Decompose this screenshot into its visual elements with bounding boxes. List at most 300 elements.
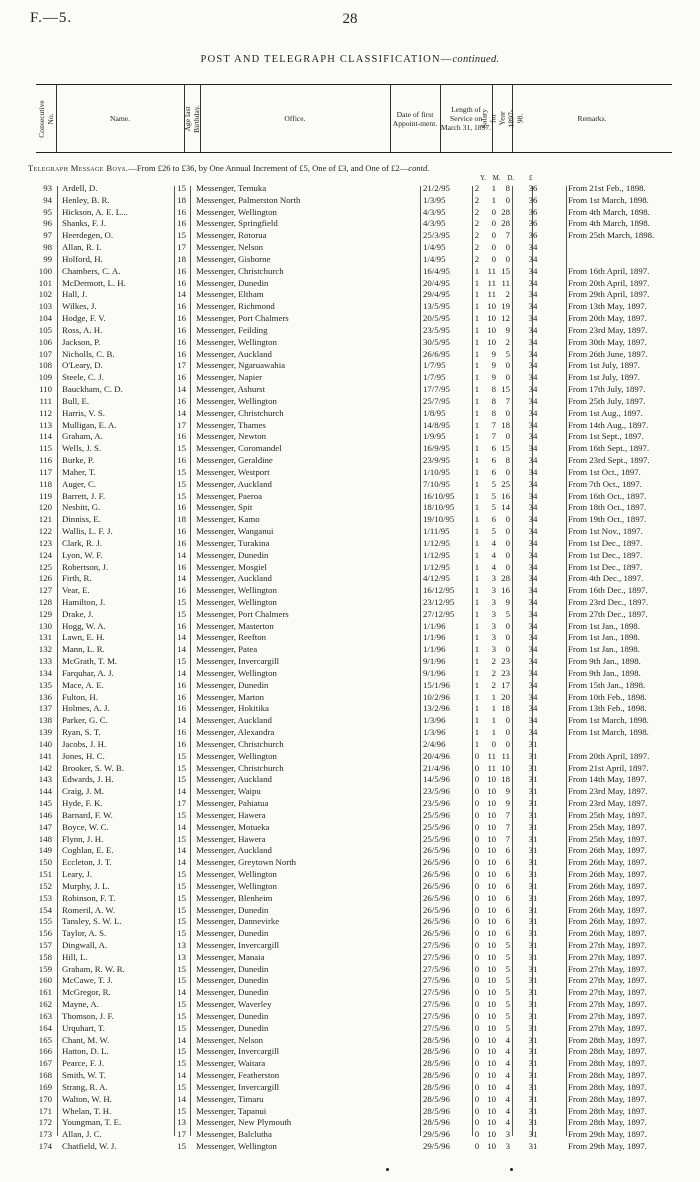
cell-days: 5 [505, 608, 510, 619]
cell-name: Brooker, S. W. B. [62, 762, 124, 773]
cell-salary: 34 [528, 514, 538, 525]
cell-no: 100 [38, 265, 52, 276]
cell-years: 0 [474, 809, 480, 820]
cell-age: 14 [177, 1070, 186, 1081]
cell-days: 18 [501, 774, 510, 785]
cell-remarks: From 20th May, 1897. [568, 313, 647, 324]
cell-date: 28/5/96 [423, 1058, 450, 1069]
cell-no: 140 [38, 738, 52, 749]
cell-remarks: From 13th May, 1897. [568, 301, 647, 312]
table-row [28, 715, 678, 727]
cell-age: 16 [177, 620, 186, 631]
cell-date: 28/5/96 [423, 1117, 450, 1128]
table-row [28, 585, 678, 597]
cell-no: 152 [38, 880, 52, 891]
table-row [28, 905, 678, 917]
cell-days: 18 [501, 419, 510, 430]
cell-no: 149 [38, 845, 52, 856]
cell-months: 1 [491, 183, 496, 193]
cell-office: Messenger, Dannevirke [196, 916, 280, 927]
cell-date: 23/5/96 [423, 786, 450, 797]
cell-office: Messenger, Dunedin [196, 1010, 269, 1021]
cell-salary: 34 [528, 537, 538, 548]
cell-salary: 34 [528, 691, 538, 702]
cell-no: 165 [38, 1034, 52, 1045]
cell-office: Messenger, Invercargill [196, 1046, 280, 1057]
cell-days: 5 [505, 951, 510, 962]
cell-no: 141 [38, 750, 52, 761]
cell-office: Messenger, Ngaruawahia [196, 360, 286, 371]
cell-name: Hamilton, J. [62, 596, 106, 607]
table-row [28, 1106, 678, 1118]
cell-no: 170 [38, 1093, 52, 1104]
table-row [28, 254, 678, 266]
cell-remarks: From 26th May, 1897. [568, 845, 647, 856]
table-row [28, 1046, 678, 1058]
cell-salary: 34 [528, 502, 538, 513]
cell-no: 119 [39, 490, 52, 501]
cell-date: 30/5/95 [423, 336, 450, 347]
cell-days: 5 [505, 999, 510, 1010]
cell-age: 14 [177, 573, 186, 584]
cell-months: 3 [491, 620, 496, 631]
cell-age: 15 [177, 1081, 186, 1092]
cell-salary: 31 [528, 1117, 538, 1128]
header-remarks: Remarks. [577, 114, 607, 123]
cell-name: Auger, C. [62, 478, 97, 489]
cell-days: 2 [505, 289, 510, 300]
table-row [28, 325, 678, 337]
cell-months: 4 [491, 549, 496, 560]
cell-name: Vear, E. [62, 585, 90, 596]
cell-age: 14 [177, 667, 186, 678]
cell-name: Nicholls, C. B. [62, 348, 115, 359]
cell-age: 15 [177, 1141, 186, 1152]
cell-salary: 34 [528, 265, 538, 276]
cell-remarks: From 4th March, 1898. [568, 218, 650, 229]
cell-no: 142 [38, 762, 52, 773]
cell-date: 20/4/95 [423, 277, 450, 288]
cell-remarks: From 28th May, 1897. [568, 1105, 647, 1116]
cell-age: 15 [177, 1105, 186, 1116]
cell-date: 25/7/95 [423, 395, 450, 406]
cell-remarks: From 1st March, 1898. [568, 194, 649, 205]
cell-months: 3 [491, 573, 496, 584]
table-row [28, 301, 678, 313]
cell-name: Chant, M. W. [62, 1034, 110, 1045]
table-row [28, 278, 678, 290]
cell-months: 10 [487, 904, 496, 915]
cell-months: 10 [487, 809, 496, 820]
cell-name: Graham, R. W. R. [62, 963, 125, 974]
cell-salary: 34 [528, 490, 538, 501]
cell-age: 16 [177, 526, 186, 537]
cell-days: 8 [505, 183, 510, 193]
table-row [28, 408, 678, 420]
cell-office: Messenger, Temuka [196, 183, 267, 193]
cell-date: 9/1/96 [423, 667, 446, 678]
cell-no: 94 [43, 194, 52, 205]
cell-office: Messenger, Coromandel [196, 443, 282, 454]
cell-remarks: From 1st Aug., 1897. [568, 407, 643, 418]
cell-age: 15 [177, 1058, 186, 1069]
cell-salary: 34 [528, 253, 538, 264]
cell-name: Clark, R. J. [62, 537, 102, 548]
cell-name: McCawe, T. J. [62, 975, 113, 986]
cell-no: 148 [38, 833, 52, 844]
cell-no: 164 [38, 1022, 52, 1033]
cell-days: 6 [505, 880, 510, 891]
cell-months: 10 [487, 774, 496, 785]
cell-months: 10 [487, 1105, 496, 1116]
cell-no: 122 [38, 526, 52, 537]
cell-years: 2 [474, 230, 480, 241]
cell-name: Lyon, W. F. [62, 549, 103, 560]
cell-days: 4 [505, 1034, 510, 1045]
cell-age: 15 [177, 774, 186, 785]
cell-date: 1/3/95 [423, 194, 446, 205]
cell-office: Messenger, Springfield [196, 218, 278, 229]
cell-salary: 31 [528, 1022, 538, 1033]
cell-remarks: From 1st July, 1897. [568, 360, 641, 371]
cell-date: 21/2/95 [423, 183, 450, 193]
cell-name: Edwards, J. H. [62, 774, 114, 785]
cell-date: 17/7/95 [423, 384, 450, 395]
table-row [28, 562, 678, 574]
cell-age: 14 [177, 987, 186, 998]
cell-date: 16/9/95 [423, 443, 450, 454]
cell-no: 108 [38, 360, 52, 371]
cell-age: 13 [177, 951, 186, 962]
cell-years: 0 [474, 798, 480, 809]
cell-no: 145 [38, 798, 52, 809]
cell-no: 133 [38, 656, 52, 667]
cell-name: Mann, L. R. [62, 644, 105, 655]
cell-salary: 36 [528, 194, 538, 205]
cell-salary: 31 [528, 1141, 538, 1152]
cell-no: 104 [38, 313, 52, 324]
cell-name: Pearce, F. J. [62, 1058, 105, 1069]
table-row [28, 975, 678, 987]
cell-age: 16 [177, 431, 186, 442]
cell-salary: 31 [528, 1034, 538, 1045]
cell-salary: 31 [528, 786, 538, 797]
cell-years: 0 [474, 786, 480, 797]
cell-salary: 36 [528, 206, 538, 217]
cell-no: 162 [38, 999, 52, 1010]
cell-remarks: From 25th May, 1897. [568, 809, 647, 820]
cell-name: Tansley, S. W. L. [62, 916, 122, 927]
cell-years: 1 [474, 561, 480, 572]
cell-remarks: From 27th May, 1897. [568, 1022, 647, 1033]
cell-salary: 34 [528, 703, 538, 714]
cell-months: 10 [487, 324, 496, 335]
cell-office: Messenger, Thames [196, 419, 266, 430]
cell-salary: 31 [528, 951, 538, 962]
cell-salary: 36 [528, 183, 538, 193]
table-row [28, 692, 678, 704]
cell-date: 28/5/96 [423, 1081, 450, 1092]
cell-office: Messenger, Kamo [196, 514, 260, 525]
cell-date: 29/5/96 [423, 1141, 450, 1152]
cell-age: 16 [177, 372, 186, 383]
cell-date: 19/10/95 [423, 514, 455, 525]
cell-salary: 34 [528, 596, 538, 607]
cell-days: 7 [505, 395, 510, 406]
cell-days: 6 [505, 869, 510, 880]
cell-years: 1 [474, 372, 480, 383]
cell-no: 150 [38, 857, 52, 868]
cell-days: 20 [501, 691, 510, 702]
cell-months: 6 [491, 443, 496, 454]
cell-salary: 34 [528, 419, 538, 430]
table-row [28, 1129, 678, 1141]
table-row [28, 703, 678, 715]
cell-no: 128 [38, 596, 52, 607]
cell-office: Messenger, Hawera [196, 833, 266, 844]
cell-remarks: From 25th March, 1898. [568, 230, 655, 241]
cell-age: 16 [177, 738, 186, 749]
cell-remarks: From 1st Dec., 1897. [568, 537, 643, 548]
cell-office: Messenger, Palmerston North [196, 194, 301, 205]
table-row [28, 1141, 678, 1153]
table-row [28, 810, 678, 822]
cell-office: Messenger, Wellington [196, 880, 277, 891]
table-row [28, 266, 678, 278]
cell-months: 10 [487, 916, 496, 927]
cell-age: 17 [177, 242, 186, 253]
cell-months: 0 [491, 230, 496, 241]
cell-salary: 34 [528, 277, 538, 288]
cell-office: Messenger, Pahiatua [196, 798, 269, 809]
cell-name: Allan, J. C. [62, 1129, 102, 1140]
cell-salary: 34 [528, 561, 538, 572]
cell-months: 10 [487, 1129, 496, 1140]
cell-age: 18 [177, 194, 186, 205]
cell-months: 5 [491, 490, 496, 501]
cell-years: 0 [474, 940, 480, 950]
cell-date: 28/5/96 [423, 1093, 450, 1104]
cell-name: Jones, H. C. [62, 750, 105, 761]
cell-no: 126 [38, 573, 52, 584]
table-row [28, 798, 678, 810]
cell-office: Messenger, Dunedin [196, 1022, 269, 1033]
cell-date: 23/12/95 [423, 596, 455, 607]
cell-office: Messenger, Manaia [196, 951, 265, 962]
cell-remarks: From 26th May, 1897. [568, 928, 647, 939]
cell-age: 16 [177, 537, 186, 548]
cell-days: 5 [505, 348, 510, 359]
cell-days: 11 [501, 277, 510, 288]
cell-office: Messenger, Balclutha [196, 1129, 272, 1140]
document-title [0, 54, 700, 65]
cell-days: 0 [505, 194, 510, 205]
cell-date: 1/11/95 [423, 526, 450, 537]
cell-name: Chatfield, W. J. [62, 1141, 117, 1152]
cell-years: 0 [474, 904, 480, 915]
cell-days: 7 [505, 230, 510, 241]
cell-date: 4/3/95 [423, 218, 446, 229]
cell-no: 160 [38, 975, 52, 986]
cell-years: 1 [474, 727, 480, 738]
cell-years: 0 [474, 869, 480, 880]
cell-no: 98 [43, 242, 52, 253]
cell-date: 16/12/95 [423, 585, 455, 596]
cell-days: 17 [501, 679, 510, 690]
cell-no: 99 [43, 253, 52, 264]
cell-no: 127 [38, 585, 52, 596]
cell-remarks: From 1st March, 1898. [568, 727, 649, 738]
cell-age: 15 [177, 608, 186, 619]
cell-months: 1 [491, 727, 496, 738]
table-row [28, 621, 678, 633]
cell-years: 0 [474, 845, 480, 856]
cell-months: 10 [487, 1058, 496, 1069]
cell-years: 0 [474, 750, 480, 761]
cell-no: 96 [43, 218, 52, 229]
cell-no: 169 [38, 1081, 52, 1092]
cell-months: 2 [491, 656, 496, 667]
cell-age: 15 [177, 869, 186, 880]
section-heading [28, 163, 676, 173]
cell-no: 123 [38, 537, 52, 548]
cell-age: 15 [177, 750, 186, 761]
cell-office: Messenger, Westport [196, 466, 270, 477]
cell-office: Messenger, Spit [196, 502, 253, 513]
cell-remarks: From 28th May, 1897. [568, 1046, 647, 1057]
cell-salary: 34 [528, 466, 538, 477]
cell-remarks: From 1st Dec., 1897. [568, 561, 643, 572]
cell-years: 0 [474, 1129, 480, 1140]
table-row [28, 1011, 678, 1023]
cell-days: 0 [505, 537, 510, 548]
cell-salary: 34 [528, 324, 538, 335]
cell-office: Messenger, Napier [196, 372, 263, 383]
cell-remarks: From 27th May, 1897. [568, 987, 647, 998]
cell-salary: 31 [528, 880, 538, 891]
cell-office: Messenger, Motueka [196, 821, 270, 832]
cell-months: 0 [491, 253, 496, 264]
cell-office: Messenger, Auckland [196, 478, 272, 489]
cell-name: Steele, C. J. [62, 372, 104, 383]
cell-months: 10 [487, 1141, 496, 1152]
cell-no: 153 [38, 892, 52, 903]
cell-age: 14 [177, 821, 186, 832]
cell-age: 16 [177, 561, 186, 572]
cell-remarks: From 27th May, 1897. [568, 951, 647, 962]
cell-name: Hatton, D. L. [62, 1046, 109, 1057]
cell-years: 1 [474, 384, 480, 395]
cell-name: Thomson, J. F. [62, 1010, 114, 1021]
cell-remarks: From 17th July, 1897. [568, 384, 646, 395]
cell-years: 0 [474, 963, 480, 974]
cell-age: 15 [177, 892, 186, 903]
cell-date: 1/1/96 [423, 620, 446, 631]
cell-days: 16 [501, 585, 510, 596]
cell-name: Jacobs, J. H. [62, 738, 107, 749]
cell-days: 7 [505, 833, 510, 844]
cell-date: 1/1/96 [423, 644, 446, 655]
cell-no: 103 [38, 301, 52, 312]
cell-date: 4/12/95 [423, 573, 450, 584]
cell-salary: 31 [528, 869, 538, 880]
cell-no: 135 [38, 679, 52, 690]
cell-age: 15 [177, 466, 186, 477]
table-row [28, 1023, 678, 1035]
cell-months: 7 [491, 419, 496, 430]
cell-date: 27/5/96 [423, 1010, 450, 1021]
cell-salary: 31 [528, 833, 538, 844]
cell-name: Ryan, S. T. [62, 727, 101, 738]
cell-name: Henley, B. R. [62, 194, 110, 205]
cell-days: 7 [505, 809, 510, 820]
cell-years: 1 [474, 738, 480, 749]
cell-date: 21/4/96 [423, 762, 450, 773]
cell-salary: 34 [528, 431, 538, 442]
cell-no: 163 [38, 1010, 52, 1021]
table-row [28, 893, 678, 905]
cell-age: 13 [177, 1117, 186, 1128]
table-row [28, 467, 678, 479]
cell-remarks: From 18th Oct., 1897. [568, 502, 647, 513]
cell-months: 10 [487, 1081, 496, 1092]
cell-age: 15 [177, 916, 186, 927]
cell-months: 10 [487, 940, 496, 950]
page-reference: F.—5. [30, 10, 73, 26]
cell-no: 132 [38, 644, 52, 655]
cell-salary: 31 [528, 999, 538, 1010]
cell-age: 16 [177, 336, 186, 347]
table-row [28, 597, 678, 609]
cell-years: 0 [474, 999, 480, 1010]
cell-salary: 31 [528, 821, 538, 832]
table-row [28, 218, 678, 230]
cell-remarks: From 1st Sept., 1897. [568, 431, 644, 442]
cell-months: 10 [487, 845, 496, 856]
cell-office: Messenger, Dunedin [196, 928, 269, 939]
title-main: POST AND TELEGRAPH CLASSIFICATION— [200, 54, 453, 65]
cell-days: 14 [501, 502, 510, 513]
cell-salary: 34 [528, 585, 538, 596]
cell-office: Messenger, Marton [196, 691, 265, 702]
cell-salary: 31 [528, 750, 538, 761]
page-mark-dot [386, 1168, 389, 1171]
cell-no: 131 [38, 632, 52, 643]
cell-salary: 34 [528, 549, 538, 560]
cell-remarks: From 13th Feb., 1898. [568, 703, 647, 714]
cell-age: 14 [177, 289, 186, 300]
cell-office: Messenger, Hawera [196, 809, 266, 820]
cell-years: 2 [474, 242, 480, 253]
cell-name: Hickson, A. E. L... [62, 206, 128, 217]
cell-years: 1 [474, 573, 480, 584]
cell-office: Messenger, Alexandra [196, 727, 275, 738]
cell-age: 15 [177, 833, 186, 844]
cell-days: 0 [505, 431, 510, 442]
cell-salary: 31 [528, 1070, 538, 1081]
cell-salary: 31 [528, 940, 538, 950]
cell-years: 1 [474, 348, 480, 359]
table-row [28, 632, 678, 644]
cell-remarks: From 16th April, 1897. [568, 265, 650, 276]
cell-office: Messenger, Christchurch [196, 407, 284, 418]
cell-no: 174 [38, 1141, 52, 1152]
table-row [28, 1082, 678, 1094]
cell-days: 5 [505, 975, 510, 986]
cell-months: 6 [491, 514, 496, 525]
cell-months: 3 [491, 632, 496, 643]
cell-years: 0 [474, 916, 480, 927]
